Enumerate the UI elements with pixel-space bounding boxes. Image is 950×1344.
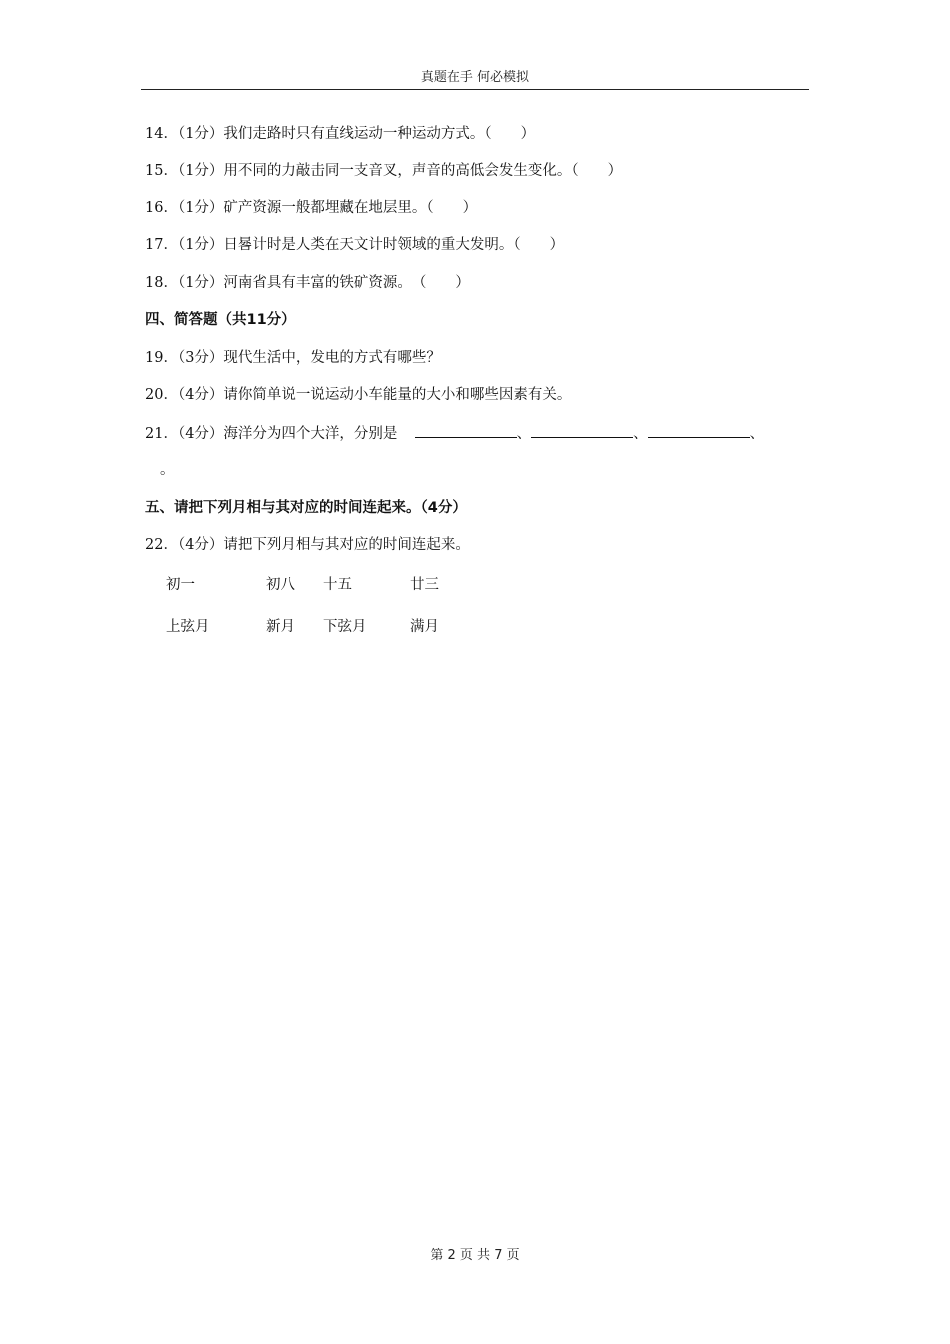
answer-blank-2[interactable] [531, 423, 633, 438]
date-label[interactable]: 初一 [166, 577, 195, 593]
moon-phase-label[interactable]: 新月 [266, 619, 295, 635]
question-17: 17．（1分）日晷计时是人类在天文计时领域的重大发明。（ ） [145, 237, 565, 253]
answer-blank-3[interactable] [648, 423, 750, 438]
header-divider [141, 89, 809, 90]
date-label[interactable]: 廿三 [410, 577, 439, 593]
question-18: 18．（1分）河南省具有丰富的铁矿资源。 （ ） [145, 275, 470, 291]
separator: 、 [749, 426, 765, 442]
separator: 、 [633, 426, 648, 442]
question-21-end: 。 [160, 462, 175, 478]
question-19: 19．（3分）现代生活中，发电的方式有哪些？ [145, 350, 441, 366]
section-5-heading: 五、请把下列月相与其对应的时间连起来。（4分） [145, 500, 467, 516]
section-4-heading: 四、简答题（共11分） [145, 312, 296, 328]
question-20: 20．（4分）请你简单说一说运动小车能量的大小和哪些因素有关。 [145, 387, 572, 403]
question-21-text: 21．（4分）海洋分为四个大洋，分别是 [145, 426, 398, 442]
moon-phase-label[interactable]: 下弦月 [323, 619, 367, 635]
moon-phase-label[interactable]: 上弦月 [166, 619, 210, 635]
separator: 、 [516, 426, 532, 442]
question-15: 15．（1分）用不同的力敲击同一支音叉，声音的高低会发生变化。（ ） [145, 163, 623, 179]
page-header-title: 真题在手 何必模拟 [420, 70, 530, 85]
question-14: 14．（1分）我们走路时只有直线运动一种运动方式。（ ） [145, 126, 536, 142]
date-label[interactable]: 初八 [266, 577, 295, 593]
date-label[interactable]: 十五 [323, 577, 352, 593]
answer-blank-1[interactable] [415, 423, 517, 438]
question-16: 16．（1分）矿产资源一般都埋藏在地层里。（ ） [145, 200, 478, 216]
question-21 [145, 423, 764, 444]
question-22: 22．（4分）请把下列月相与其对应的时间连起来。 [145, 537, 470, 553]
page-number: 第 2 页 共 7 页 [430, 1248, 520, 1263]
moon-phase-label[interactable]: 满月 [410, 619, 439, 635]
